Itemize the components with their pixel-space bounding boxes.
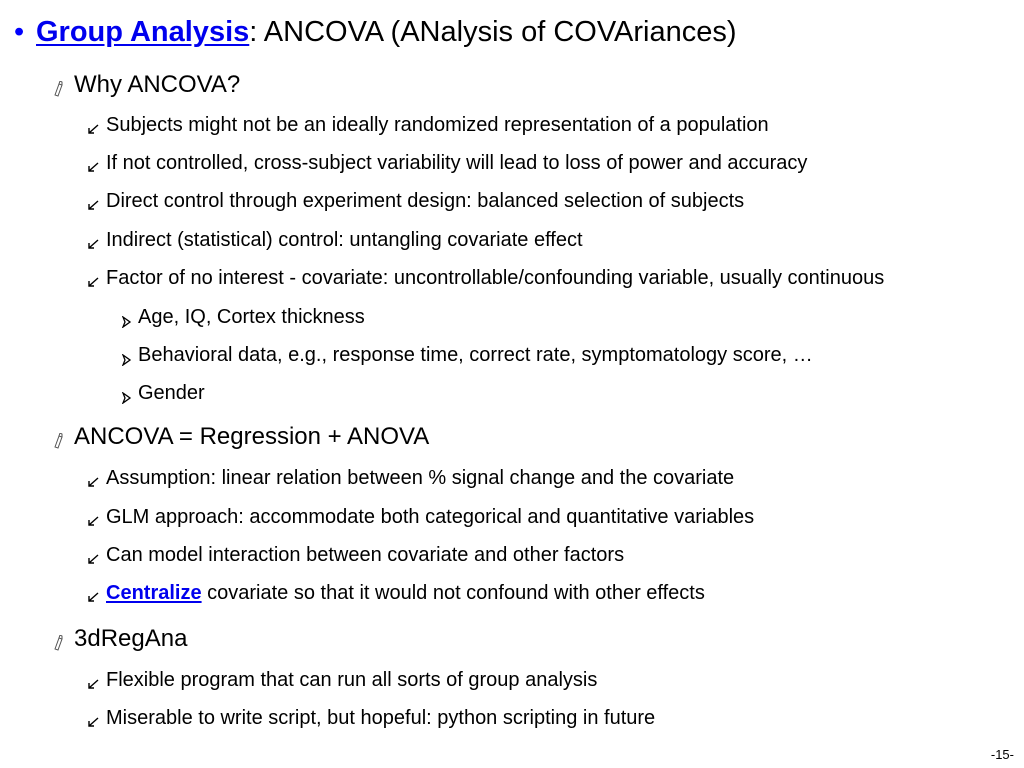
list-item-text: Subjects might not be an ideally randomized representation of a population	[106, 114, 769, 136]
list-item-text: Miserable to write script, but hopeful: python scripting in future	[106, 707, 656, 729]
sub-list-item-text: Age, IQ, Cortex thickness	[138, 306, 365, 328]
list-item	[86, 227, 583, 253]
section-heading-text: 3dRegAna	[74, 625, 188, 652]
list-item	[86, 188, 744, 214]
list-item	[86, 150, 807, 176]
list-item	[86, 705, 655, 731]
list-item-text: Can model interaction between covariate and other factors	[106, 544, 625, 566]
list-item-text: If not controlled, cross-subject variability will lead to loss of power and accuracy	[106, 152, 808, 174]
list-item-text: GLM approach: accommodate both categorical and quantitative variables	[106, 506, 755, 528]
section-heading-why-ancova	[52, 70, 240, 100]
title-bullet-icon: •	[14, 16, 25, 48]
list-item-text: Assumption: linear relation between % signal change and the covariate	[106, 467, 735, 489]
list-item	[86, 542, 624, 568]
list-item-text: covariate so that it would not confound with other effects	[201, 582, 705, 604]
title-text: : ANCOVA (ANalysis of COVAriances)	[249, 16, 737, 48]
sub-list-item	[120, 304, 365, 330]
page-number: -15-	[990, 747, 1014, 762]
list-item	[86, 265, 884, 291]
list-item	[86, 112, 769, 138]
list-item	[86, 465, 734, 491]
sub-list-item	[120, 342, 813, 368]
list-item	[86, 504, 754, 530]
centralize-link[interactable]: Centralize	[106, 582, 202, 604]
list-item-text: Flexible program that can run all sorts of group analysis	[106, 669, 598, 691]
sub-list-item-text: Behavioral data, e.g., response time, correct rate, symptomatology score, …	[138, 344, 813, 366]
section-heading-ancova-equation	[52, 422, 429, 452]
list-item-text: Factor of no interest - covariate: uncontrollable/confounding variable, usually continuous	[106, 267, 885, 289]
list-item	[86, 580, 705, 606]
sub-list-item-text: Gender	[138, 382, 205, 404]
section-heading-3dregana	[52, 624, 187, 654]
slide-title	[14, 12, 737, 52]
list-item-text: Indirect (statistical) control: untangling covariate effect	[106, 229, 583, 251]
list-item	[86, 667, 597, 693]
section-heading-text: Why ANCOVA?	[74, 71, 241, 98]
section-heading-text: ANCOVA = Regression + ANOVA	[74, 423, 430, 450]
list-item-text: Direct control through experiment design: balanced selection of subjects	[106, 190, 745, 212]
group-analysis-link[interactable]: Group Analysis	[36, 16, 250, 48]
sub-list-item	[120, 380, 205, 406]
